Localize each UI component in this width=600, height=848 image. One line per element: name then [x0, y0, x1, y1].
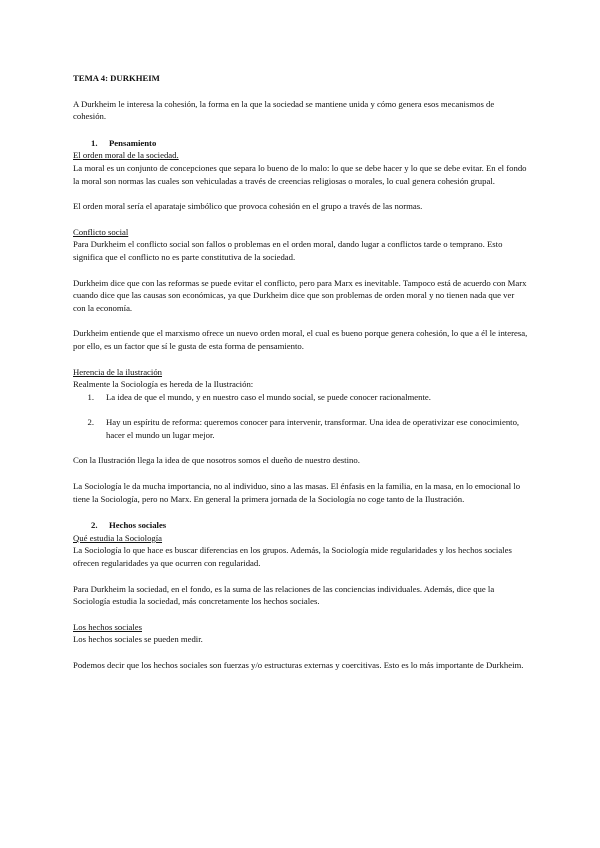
list-item-number: 1.	[87, 391, 94, 402]
list-item-number: 2.	[87, 417, 94, 428]
paragraph: Con la Ilustración llega la idea de que nosotros somos el dueño de nuestro destino.	[73, 455, 360, 466]
section-number: 1.	[91, 137, 98, 148]
list-lead: Realmente la Sociología es hereda de la Ilustración:	[73, 379, 254, 390]
paragraph: El orden moral sería el aparataje simbólico que provoca cohesión en el grupo a través de las normas.	[73, 201, 423, 212]
list-item-text: La idea de que el mundo, y en nuestro caso el mundo social, se puede conocer racionalmente.	[106, 391, 431, 402]
list-item	[73, 416, 528, 441]
section-title: Pensamiento	[109, 137, 157, 148]
section-1-heading	[73, 137, 528, 150]
subheading-orden-moral: El orden moral de la sociedad.	[73, 150, 179, 161]
list-item-text: Hay un espíritu de reforma: queremos conocer para intervenir, transformar. Una idea de operativizar ese conocimiento, hacer el mundo un lugar mejor.	[106, 417, 520, 440]
intro-paragraph: A Durkheim le interesa la cohesión, la forma en la que la sociedad se mantiene unida y cómo genera esos mecanismos de cohesión.	[73, 98, 495, 122]
section-number: 2.	[91, 520, 98, 531]
paragraph: La moral es un conjunto de concepciones que separa lo bueno de lo malo: lo que se debe hacer y lo que se debe evitar. En el fondo la moral son normas las cuales son vehiculadas a través de creencias religiosas o morales, lo cual genera cohesión grupal.	[73, 162, 527, 186]
paragraph: Podemos decir que los hechos sociales son fuerzas y/o estructuras externas y coercitivas. Esto es lo más importante de Durkheim.	[73, 660, 524, 670]
paragraph: Durkheim entiende que el marxismo ofrece un nuevo orden moral, el cual es bueno porque genera cohesión, lo que a él le interesa, por ello, es un factor que sí le gusta de esta forma de pensamiento.	[73, 328, 528, 351]
section-title: Hechos sociales	[109, 520, 167, 531]
paragraph: Los hechos sociales se pueden medir.	[73, 634, 203, 645]
paragraph: Durkheim dice que con las reformas se puede evitar el conflicto, pero para Marx es inevitable. Tampoco está de acuerdo con Marx cuando dice que las causas son económicas, ya que Durkheim dice que son problemas de orden moral y no tienen nada que ver con la economía.	[73, 277, 527, 313]
paragraph: Para Durkheim la sociedad, en el fondo, es la suma de las relaciones de las conciencias individuales. Además, dice que la Sociología estudia la sociedad, más concretamente los hechos sociales.	[73, 583, 495, 607]
subheading-herencia-ilustracion: Herencia de la ilustración	[73, 366, 163, 377]
paragraph: La Sociología lo que hace es buscar diferencias en los grupos. Además, la Sociología mide regularidades y los hechos sociales ofrecen regularidades ya que ocurren con regularidad.	[73, 545, 512, 569]
subheading-conflicto-social: Conflicto social	[73, 226, 129, 237]
numbered-list	[73, 391, 528, 442]
paragraph: Para Durkheim el conflicto social son fallos o problemas en el orden moral, dando lugar a conflictos tarde o temprano. Esto significa que el conflicto no es parte constitutiva de la sociedad.	[73, 239, 503, 262]
document-title: TEMA 4: DURKHEIM	[73, 73, 160, 83]
subheading-hechos-sociales: Los hechos sociales	[73, 621, 142, 632]
section-2-heading	[73, 519, 528, 532]
paragraph: La Sociología le da mucha importancia, no al individuo, sino a las masas. El énfasis en la familia, en la masa, en lo emocional lo tiene la Sociología, pero no Marx. En general la primera jornada de la Sociología no coge tanto de la Ilustración.	[73, 481, 521, 504]
subheading-que-estudia: Qué estudia la Sociología	[73, 532, 163, 543]
list-item	[73, 391, 528, 404]
document-body	[73, 72, 528, 672]
